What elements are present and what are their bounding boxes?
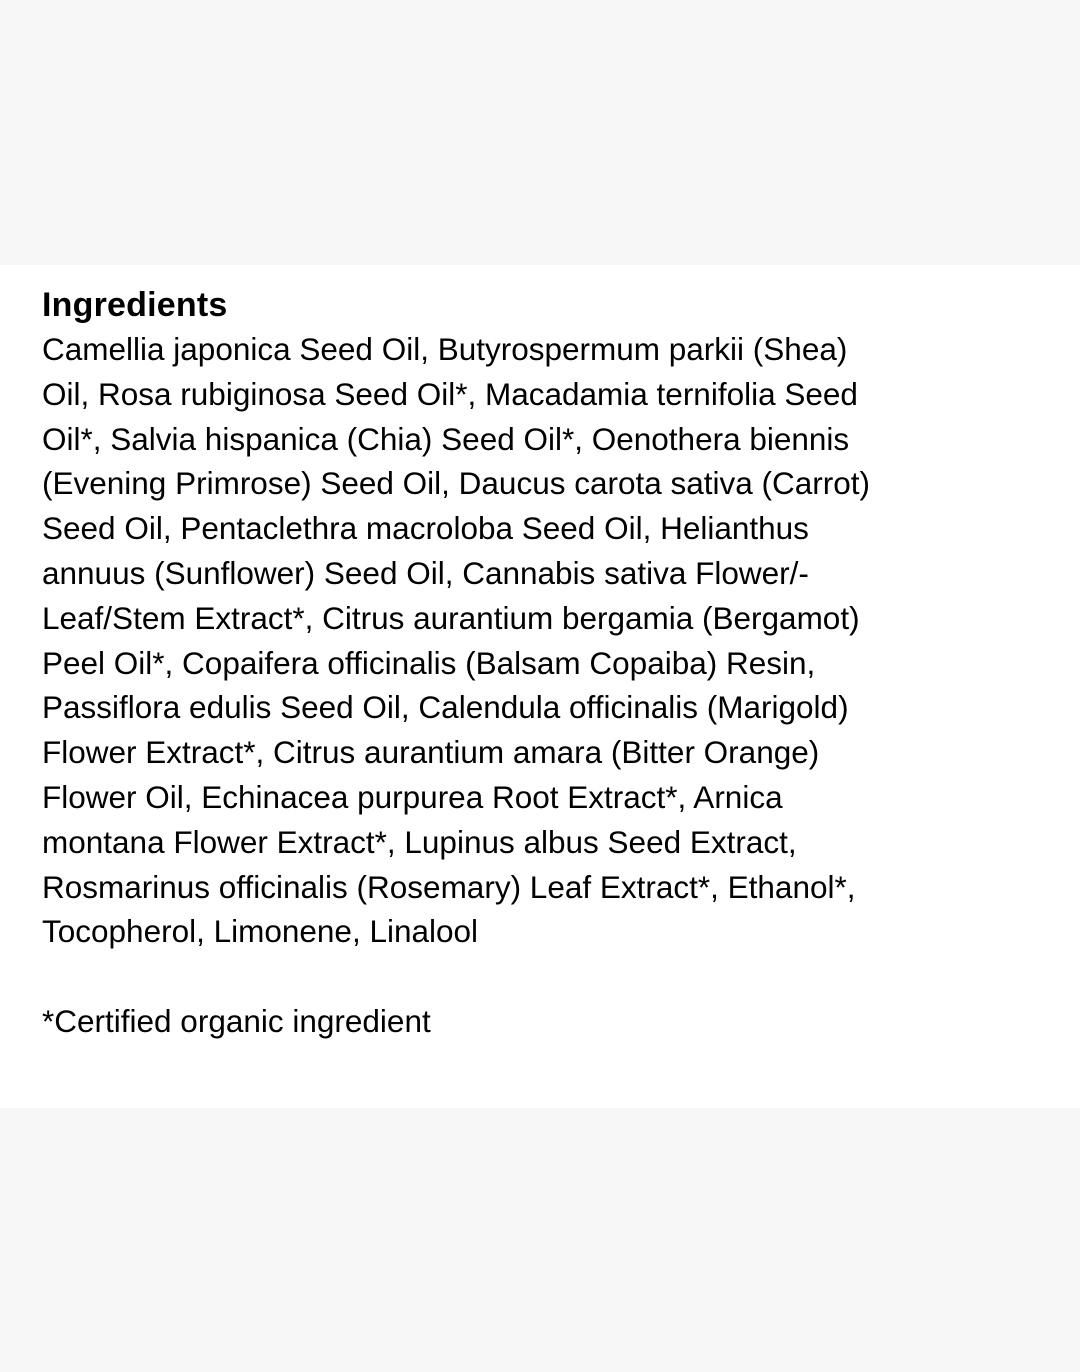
ingredients-line: Tocopherol, Limonene, Linalool	[42, 913, 479, 950]
organic-footnote: *Certified organic ingredient	[42, 1002, 431, 1039]
ingredients-line: Rosmarinus officinalis (Rosemary) Leaf Extract*, Ethanol*,	[42, 868, 856, 905]
ingredients-line: Oil*, Salvia hispanica (Chia) Seed Oil*, Oenothera biennis	[42, 420, 850, 457]
ingredients-line: Flower Extract*, Citrus aurantium amara (Bitter Orange)	[42, 734, 820, 771]
ingredients-heading: Ingredients	[42, 286, 228, 324]
ingredients-line: Flower Oil, Echinacea purpurea Root Extract*, Arnica	[42, 778, 783, 815]
ingredients-line: Seed Oil, Pentaclethra macroloba Seed Oil, Helianthus	[42, 510, 809, 547]
ingredients-line: Leaf/Stem Extract*, Citrus aurantium bergamia (Bergamot)	[42, 599, 860, 636]
ingredients-line: annuus (Sunflower) Seed Oil, Cannabis sativa Flower/-	[42, 554, 809, 591]
ingredients-line: montana Flower Extract*, Lupinus albus Seed Extract,	[42, 823, 797, 860]
ingredients-line: Camellia japonica Seed Oil, Butyrospermum parkii (Shea)	[42, 331, 848, 367]
ingredients-line: (Evening Primrose) Seed Oil, Daucus carota sativa (Carrot)	[42, 465, 871, 502]
ingredients-panel	[0, 265, 1080, 1108]
ingredients-line: Passiflora edulis Seed Oil, Calendula officinalis (Marigold)	[42, 689, 849, 726]
ingredients-line: Peel Oil*, Copaifera officinalis (Balsam Copaiba) Resin,	[42, 644, 816, 681]
ingredients-list	[42, 327, 1052, 954]
ingredients-content	[42, 283, 1052, 1044]
ingredients-line: Oil, Rosa rubiginosa Seed Oil*, Macadamia ternifolia Seed	[42, 375, 858, 412]
